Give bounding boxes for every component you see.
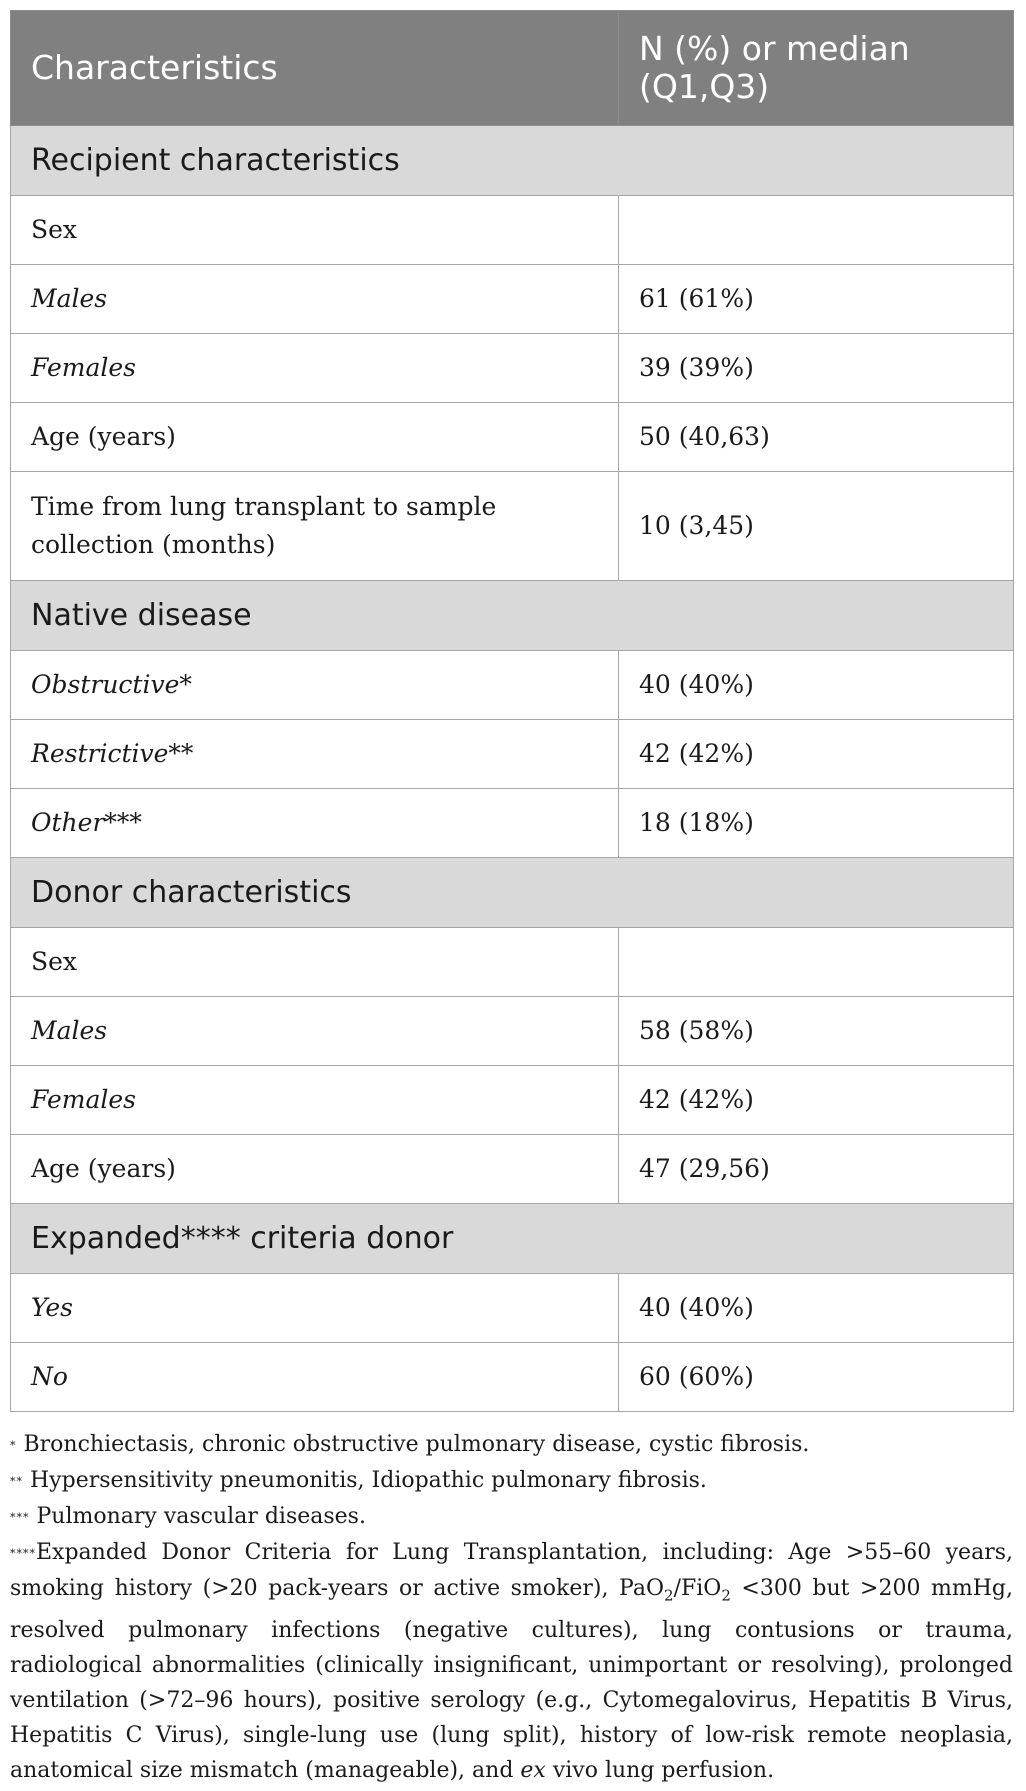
table-row	[11, 196, 1014, 265]
footnote-text-part2: /FiO	[673, 1576, 722, 1601]
row-value	[619, 928, 1014, 997]
header-characteristics: Characteristics	[11, 11, 619, 126]
table-header-row	[11, 11, 1014, 126]
table-row	[11, 334, 1014, 403]
subscript: 2	[664, 1586, 674, 1605]
table-row	[11, 1066, 1014, 1135]
row-value: 60 (60%)	[619, 1343, 1014, 1412]
section-expanded-criteria	[11, 1204, 1014, 1274]
section-title: Expanded**** criteria donor	[11, 1204, 1014, 1274]
table-row	[11, 1274, 1014, 1343]
row-value: 47 (29,56)	[619, 1135, 1014, 1204]
table-row	[11, 651, 1014, 720]
row-value: 39 (39%)	[619, 334, 1014, 403]
subscript: 2	[721, 1586, 731, 1605]
row-value: 40 (40%)	[619, 1274, 1014, 1343]
footnote-text: Hypersensitivity pneumonitis, Idiopathic pulmonary fibrosis.	[30, 1468, 707, 1493]
row-label: Age (years)	[11, 403, 619, 472]
row-label: Males	[11, 265, 619, 334]
row-label: Time from lung transplant to sample collection (months)	[11, 472, 619, 581]
table-row	[11, 265, 1014, 334]
row-value: 42 (42%)	[619, 1066, 1014, 1135]
table-row	[11, 472, 1014, 581]
footnote-text: Bronchiectasis, chronic obstructive pulmonary disease, cystic fibrosis.	[23, 1432, 810, 1457]
footnote-text-part3: <300 but >200 mmHg, resolved pulmonary infections (negative cultures), lung contusions or trauma, radiological abnormalities (clinically insignificant, unimportant or resolving), prolonged ventilation (>72–96 hours), positive serology (e.g., Cytomegalovirus, Hepatitis B Virus, Hepatitis C Virus), single-lung use (lung split), history of low-risk remote neoplasia, anatomical size mismatch (manageable), and	[10, 1576, 1013, 1784]
footnote-marker: ****	[10, 1547, 36, 1560]
footnote-marker: *	[10, 1439, 17, 1452]
row-value: 42 (42%)	[619, 720, 1014, 789]
row-value: 61 (61%)	[619, 265, 1014, 334]
characteristics-table-container	[10, 10, 1013, 1412]
footnote-italic-text: ex	[520, 1758, 546, 1784]
row-value: 40 (40%)	[619, 651, 1014, 720]
row-label: Other***	[11, 789, 619, 858]
table-row	[11, 928, 1014, 997]
section-title: Recipient characteristics	[11, 126, 1014, 196]
footnotes	[10, 1427, 1013, 1788]
row-label: Females	[11, 334, 619, 403]
row-value	[619, 196, 1014, 265]
row-label: Females	[11, 1066, 619, 1135]
row-label: Sex	[11, 928, 619, 997]
row-label: Sex	[11, 196, 619, 265]
footnote-marker: ***	[10, 1511, 30, 1524]
table-row	[11, 789, 1014, 858]
footnote-marker: **	[10, 1475, 23, 1488]
table-row	[11, 403, 1014, 472]
footnote-text-part4: vivo lung perfusion.	[545, 1758, 775, 1784]
section-title: Native disease	[11, 581, 1014, 651]
section-native-disease	[11, 581, 1014, 651]
footnote-3	[10, 1499, 1013, 1535]
row-label: No	[11, 1343, 619, 1412]
row-label: Obstructive*	[11, 651, 619, 720]
footnote-text: Pulmonary vascular diseases.	[36, 1504, 366, 1529]
row-value: 10 (3,45)	[619, 472, 1014, 581]
table-row	[11, 1135, 1014, 1204]
footnote-1	[10, 1427, 1013, 1463]
row-value: 58 (58%)	[619, 997, 1014, 1066]
section-recipient	[11, 126, 1014, 196]
characteristics-table	[10, 10, 1014, 1412]
table-row	[11, 997, 1014, 1066]
row-label: Age (years)	[11, 1135, 619, 1204]
row-label: Restrictive**	[11, 720, 619, 789]
header-value: N (%) or median (Q1,Q3)	[619, 11, 1014, 126]
row-value: 50 (40,63)	[619, 403, 1014, 472]
footnote-2	[10, 1463, 1013, 1499]
row-value: 18 (18%)	[619, 789, 1014, 858]
row-label: Males	[11, 997, 619, 1066]
table-row	[11, 720, 1014, 789]
row-label: Yes	[11, 1274, 619, 1343]
section-title: Donor characteristics	[11, 858, 1014, 928]
section-donor	[11, 858, 1014, 928]
footnote-text-part1: Expanded Donor Criteria for Lung Transplantation, including: Age >55–60 years, smoking history (>20 pack-years or active smoker), PaO	[10, 1540, 1013, 1601]
table-row	[11, 1343, 1014, 1412]
footnote-4	[10, 1535, 1013, 1788]
